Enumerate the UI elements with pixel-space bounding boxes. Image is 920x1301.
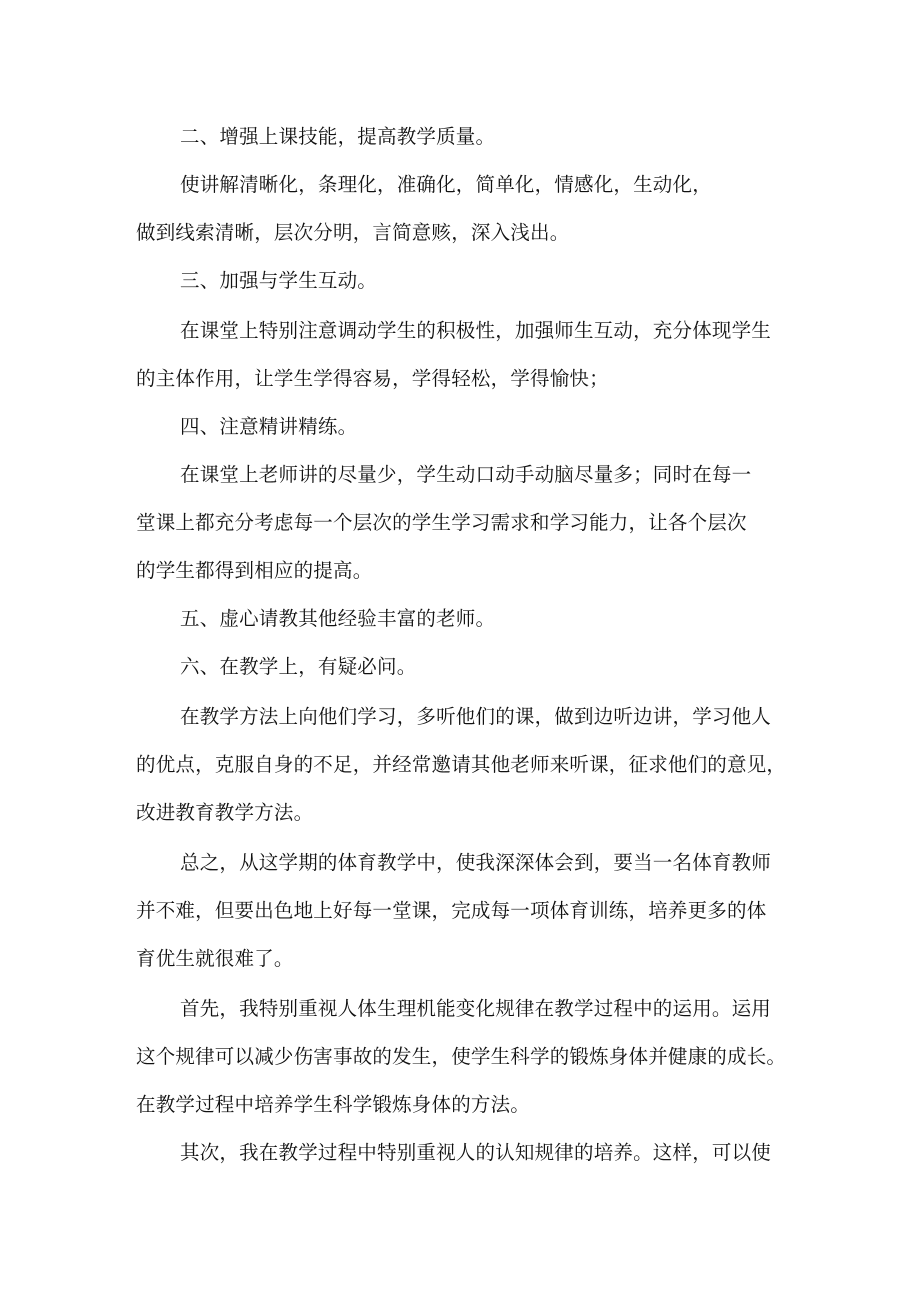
paragraph-line: 堂课上都充分考虑每一个层次的学生学习需求和学习能力，让各个层次 [136,511,747,534]
paragraph-line: 这个规律可以减少伤害事故的发生，使学生科学的锻炼身体并健康的成长。 [136,1045,787,1068]
heading-two: 二、增强上课技能，提高教学质量。 [180,125,496,148]
paragraph-line: 使讲解清晰化，条理化，准确化，简单化，情感化，生动化， [180,173,712,196]
paragraph-line: 的优点，克服自身的不足，并经常邀请其他老师来听课，征求他们的意见， [136,753,787,776]
paragraph-line: 育优生就很难了。 [136,947,294,970]
paragraph-line: 做到线索清晰，层次分明，言简意赅，深入浅出。 [136,221,570,244]
paragraph-line: 在教学方法上向他们学习，多听他们的课，做到边听边讲，学习他人 [180,705,772,728]
paragraph-line: 首先，我特别重视人体生理机能变化规律在教学过程中的运用。运用 [180,997,772,1020]
paragraph-line: 在课堂上老师讲的尽量少，学生动口动手动脑尽量多；同时在每一 [180,463,752,486]
heading-five: 五、虚心请教其他经验丰富的老师。 [180,607,496,630]
heading-four: 四、注意精讲精练。 [180,415,358,438]
paragraph-line: 改进教育教学方法。 [136,801,314,824]
heading-three: 三、加强与学生互动。 [180,269,378,292]
paragraph-line: 总之，从这学期的体育教学中，使我深深体会到，要当一名体育教师 [180,851,772,874]
paragraph-line: 其次，我在教学过程中特别重视人的认知规律的培养。这样，可以使 [180,1141,772,1164]
paragraph-line: 在课堂上特别注意调动学生的积极性，加强师生互动，充分体现学生 [180,319,772,342]
heading-six: 六、在教学上，有疑必问。 [180,655,417,678]
paragraph-line: 并不难，但要出色地上好每一堂课，完成每一项体育训练，培养更多的体 [136,899,767,922]
paragraph-line: 的主体作用，让学生学得容易，学得轻松，学得愉快； [136,367,609,390]
paragraph-line: 的学生都得到相应的提高。 [136,559,373,582]
paragraph-line: 在教学过程中培养学生科学锻炼身体的方法。 [136,1093,531,1116]
